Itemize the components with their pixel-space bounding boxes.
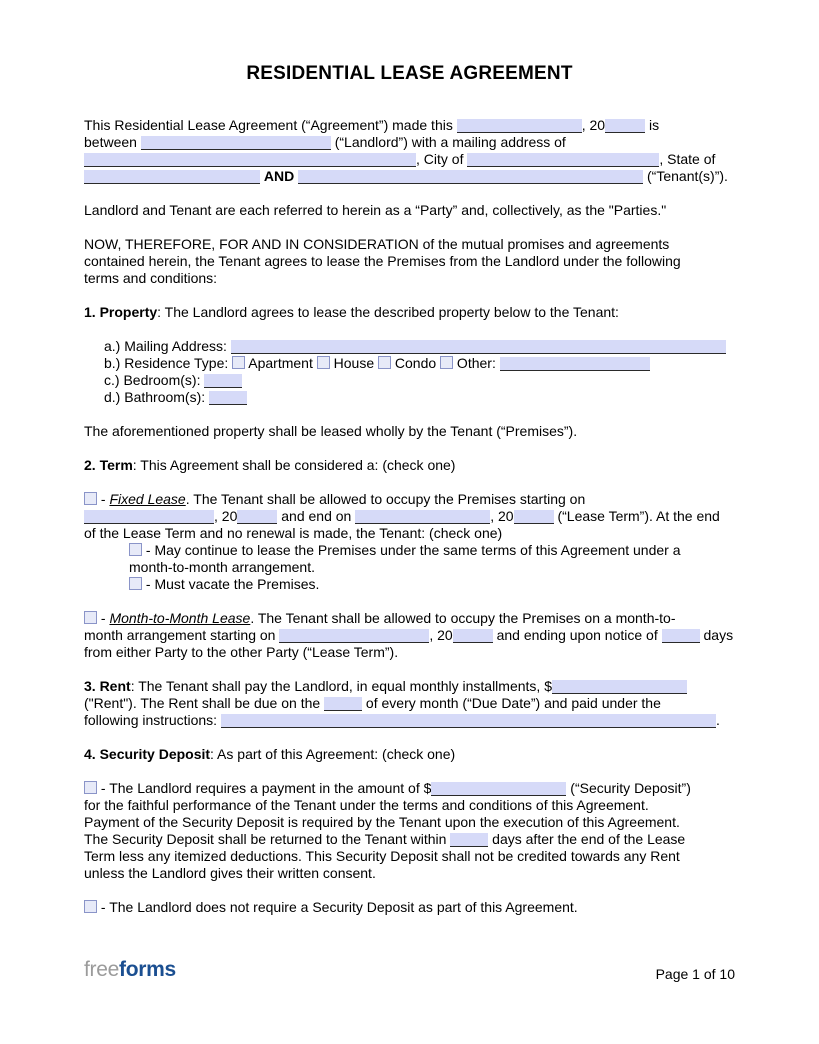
premises-paragraph	[84, 423, 735, 440]
field-deposit-return-days[interactable]	[450, 833, 488, 847]
checkbox-house[interactable]	[317, 356, 330, 369]
text-run: Payment of the Security Deposit is required by the Tenant upon the execution of this Agreement.	[84, 814, 680, 830]
checkbox-month-to-month[interactable]	[84, 611, 97, 624]
text-run: days	[699, 627, 734, 643]
text-run: . The Tenant shall be allowed to occupy the Premises on a month-to-	[250, 610, 676, 626]
text-run: of the Lease Term and no renewal is made, the Tenant: (check one)	[84, 525, 503, 541]
text-run: (“Landlord”) with a mailing address of	[330, 134, 566, 150]
text-run: The aforementioned property shall be leased wholly by the Tenant (“Premises”).	[84, 423, 578, 439]
text-run: and end on	[277, 508, 356, 524]
text-run: terms and conditions:	[84, 270, 218, 286]
text-run: c.) Bedroom(s):	[104, 372, 205, 388]
field-m2m-start-year[interactable]	[453, 629, 493, 643]
security-deposit-required-option	[84, 780, 735, 882]
text-run: d.) Bathroom(s):	[104, 389, 210, 405]
text-run: This Residential Lease Agreement (“Agreement”) made this	[84, 117, 457, 133]
security-deposit-not-required-option	[84, 899, 735, 916]
field-lease-start-year[interactable]	[237, 510, 277, 524]
text-run-bold: 4. Security Deposit	[84, 746, 211, 762]
text-run-bold: 1. Property	[84, 304, 158, 320]
text-run-bold: 2. Term	[84, 457, 133, 473]
parties-paragraph	[84, 202, 735, 219]
field-m2m-start-date[interactable]	[279, 629, 429, 643]
text-run: Term less any itemized deductions. This Security Deposit shall not be credited towards any Rent	[84, 848, 680, 864]
field-landlord-state[interactable]	[84, 170, 260, 184]
text-run: - Must vacate the Premises.	[142, 576, 320, 592]
checkbox-other[interactable]	[440, 356, 453, 369]
text-run: of every month (“Due Date”) and paid under the	[362, 695, 661, 711]
checkbox-must-vacate[interactable]	[129, 577, 142, 590]
text-run: and ending upon notice of	[492, 627, 662, 643]
checkbox-no-deposit[interactable]	[84, 900, 97, 913]
logo-forms-text: forms	[119, 958, 176, 981]
fixed-lease-option	[84, 491, 735, 542]
field-landlord-city[interactable]	[467, 153, 659, 167]
document-blocks	[84, 117, 735, 916]
text-run: . The Tenant shall be allowed to occupy the Premises starting on	[185, 491, 586, 507]
text-run: - The Landlord does not require a Security Deposit as part of this Agreement.	[97, 899, 578, 915]
text-run: , 20	[581, 117, 606, 133]
text-run-bold: AND	[263, 168, 295, 184]
month-to-month-option	[84, 610, 735, 661]
field-payment-instructions[interactable]	[221, 714, 716, 728]
field-bathrooms[interactable]	[209, 391, 247, 405]
text-run: between	[84, 134, 141, 150]
text-run-bold: 3. Rent	[84, 678, 131, 694]
field-landlord-name[interactable]	[141, 136, 331, 150]
text-run: month-to-month arrangement.	[129, 559, 315, 575]
text-run: a.) Mailing Address:	[104, 338, 231, 354]
text-run: , City of	[416, 151, 468, 167]
text-run: , 20	[214, 508, 238, 524]
text-run: unless the Landlord gives their written consent.	[84, 865, 376, 881]
field-landlord-address[interactable]	[84, 153, 416, 167]
text-run: - The Landlord requires a payment in the amount of $	[97, 780, 432, 796]
text-run: ("Rent"). The Rent shall be due on the	[84, 695, 325, 711]
text-run: contained herein, the Tenant agrees to lease the Premises from the Landlord under the following	[84, 253, 681, 269]
checkbox-apartment[interactable]	[232, 356, 245, 369]
field-agreement-year[interactable]	[605, 119, 645, 133]
checkbox-fixed-lease[interactable]	[84, 492, 97, 505]
document-title: RESIDENTIAL LEASE AGREEMENT	[246, 63, 573, 84]
text-run: days after the end of the Lease	[488, 831, 686, 847]
logo-free-text: free	[84, 958, 119, 981]
field-lease-end-year[interactable]	[514, 510, 554, 524]
checkbox-may-continue[interactable]	[129, 543, 142, 556]
field-security-deposit-amount[interactable]	[431, 782, 566, 796]
text-run: -	[97, 491, 110, 507]
lease-type-label: Month-to-Month Lease	[109, 610, 251, 626]
text-run: - May continue to lease the Premises under the same terms of this Agreement under a	[142, 542, 681, 558]
field-residence-type-other[interactable]	[500, 357, 650, 371]
text-run: : As part of this Agreement: (check one)	[210, 746, 456, 762]
checkbox-deposit-required[interactable]	[84, 781, 97, 794]
property-detail-list	[104, 338, 735, 406]
section-2-term-heading	[84, 457, 735, 474]
text-run: Other:	[453, 355, 500, 371]
text-run: : The Landlord agrees to lease the described property below to the Tenant:	[157, 304, 619, 320]
checkbox-condo[interactable]	[378, 356, 391, 369]
text-run: (“Lease Term”). At the end	[553, 508, 720, 524]
field-rent-amount[interactable]	[552, 680, 687, 694]
section-1-property-heading	[84, 304, 735, 321]
lease-type-label: Fixed Lease	[109, 491, 186, 507]
text-run: Apartment	[245, 355, 317, 371]
text-run: , State of	[659, 151, 716, 167]
field-bedrooms[interactable]	[204, 374, 242, 388]
field-lease-end-date[interactable]	[355, 510, 490, 524]
field-lease-start-date[interactable]	[84, 510, 214, 524]
intro-paragraph	[84, 117, 735, 185]
text-run: following instructions:	[84, 712, 221, 728]
fixed-lease-suboption-continue	[129, 542, 735, 576]
field-tenant-name[interactable]	[298, 170, 643, 184]
text-run: : The Tenant shall pay the Landlord, in equal monthly installments, $	[130, 678, 552, 694]
field-notice-days[interactable]	[662, 629, 700, 643]
text-run: (“Tenant(s)”).	[643, 168, 728, 184]
text-run: .	[715, 712, 720, 728]
field-agreement-day[interactable]	[457, 119, 582, 133]
text-run: -	[97, 610, 110, 626]
text-run: , 20	[490, 508, 514, 524]
page-footer	[84, 958, 735, 983]
text-run: The Security Deposit shall be returned to the Tenant within	[84, 831, 451, 847]
text-run: House	[329, 355, 378, 371]
text-run: from either Party to the other Party (“Lease Term”).	[84, 644, 399, 660]
section-4-security-deposit-heading	[84, 746, 735, 763]
text-run: Landlord and Tenant are each referred to herein as a “Party” and, collectively, as the "Parties."	[84, 202, 667, 218]
text-run: is	[645, 117, 660, 133]
document-content	[84, 62, 735, 916]
page-number: Page 1 of 10	[655, 966, 735, 982]
text-run: : This Agreement shall be considered a: (check one)	[132, 457, 456, 473]
text-run: , 20	[429, 627, 453, 643]
text-run: b.) Residence Type:	[104, 355, 233, 371]
text-run: (“Security Deposit”)	[566, 780, 691, 796]
field-rent-due-day[interactable]	[324, 697, 362, 711]
fixed-lease-suboption-vacate	[129, 576, 735, 593]
text-run: for the faithful performance of the Tenant under the terms and conditions of this Agreement.	[84, 797, 649, 813]
freeforms-logo	[84, 958, 176, 982]
text-run: month arrangement starting on	[84, 627, 280, 643]
section-3-rent	[84, 678, 735, 729]
text-run: Condo	[391, 355, 441, 371]
consideration-paragraph	[84, 236, 735, 287]
field-property-mailing-address[interactable]	[231, 340, 726, 354]
text-run: NOW, THEREFORE, FOR AND IN CONSIDERATION of the mutual promises and agreements	[84, 236, 670, 252]
